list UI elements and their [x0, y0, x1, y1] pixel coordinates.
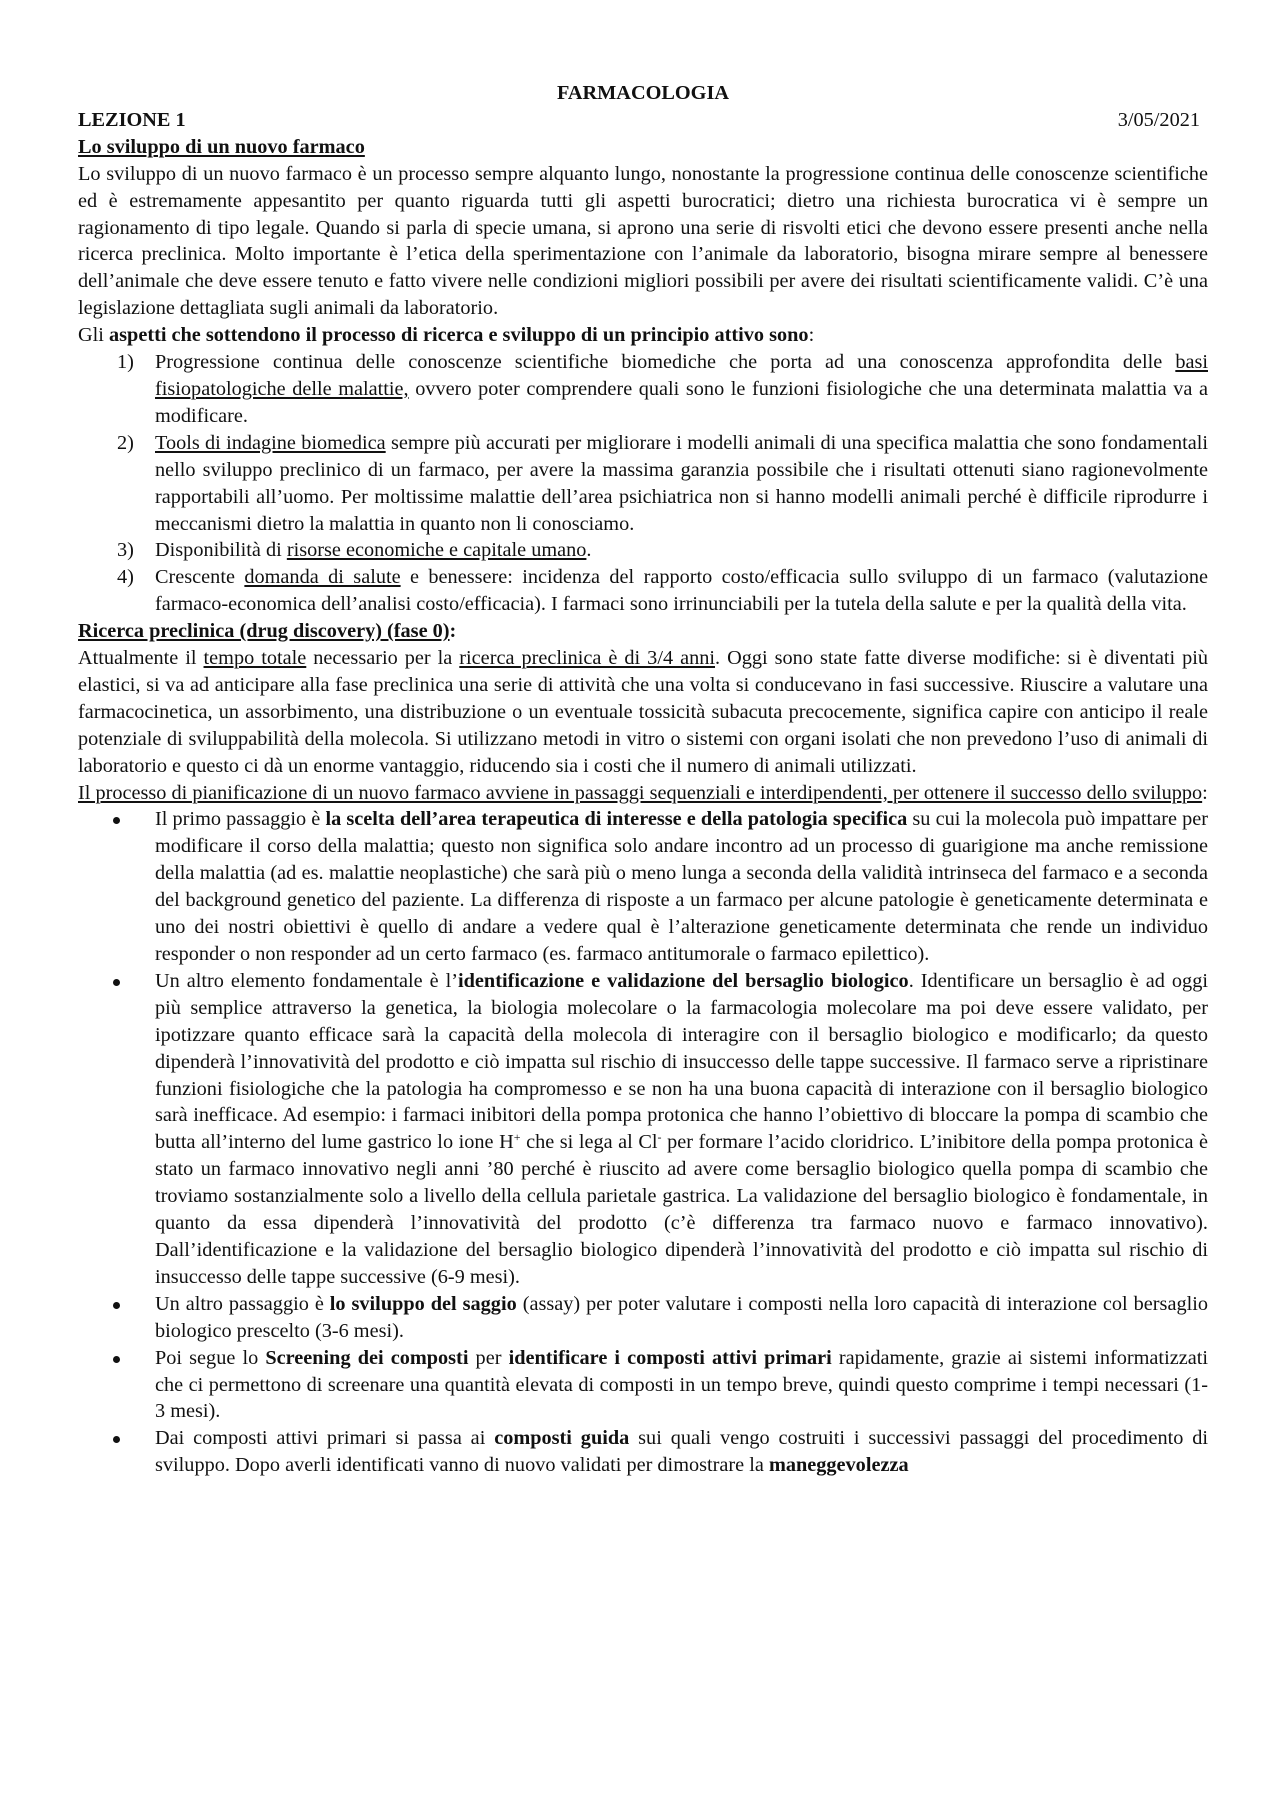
list-item — [78, 430, 1208, 538]
underlined-text: ricerca preclinica è di 3/4 anni — [459, 647, 716, 670]
list-item — [78, 537, 1208, 564]
list-text: sempre più accurati per migliorare i modelli animali di una specifica malattia che sono fondamentali nello sviluppo preclinico di un farmaco, per avere la massima garanzia possibile che i risultati ottenuti siano ragionevolmente rapportabili all’uomo. Per moltissime malattie dell’area psichiatrica non si hanno modelli animali perché è difficile riprodurre i meccanismi dietro la malattia in quanto non li conosciamo. — [155, 431, 1209, 535]
list-underlined-text: risorse economiche e capitale umano — [286, 539, 587, 562]
bold-text: identificare i composti attivi primari — [508, 1346, 832, 1369]
paragraph-intro: Lo sviluppo di un nuovo farmaco è un processo sempre alquanto lungo, nonostante la progressione continua delle conoscenze scientifiche ed è estremamente appesantito per quanto riguarda tutti gli aspetti burocratici; dietro una richiesta burocratica vi è sempre un ragionamento di tipo legale. Quando si parla di specie umana, si aprono una serie di risvolti etici che devono essere presenti anche nella ricerca preclinica. Molto importante è l’etica della sperimentazione con l’animale da laboratorio, bisogna mirare sempre al benessere dell’animale che deve essere tenuto e fatto vivere nelle condizioni migliori possibili per avere dei risultati scientificamente validi. C’è una legislazione dettagliata sugli animali da laboratorio. — [78, 162, 1208, 320]
text-run: (assay) per poter valutare i composti nella loro capacità di interazione col bersaglio biologico prescelto (3-6 mesi). — [155, 1292, 1208, 1342]
bullet-dot-icon — [113, 979, 120, 986]
bullet-dot-icon — [113, 1302, 120, 1309]
aspetti-pre: Gli — [78, 324, 109, 347]
list-underlined-text: Tools di indagine biomedica — [155, 431, 386, 454]
paragraph-aspetti — [78, 322, 1208, 349]
bullet-item — [78, 968, 1208, 1291]
aspetti-bold: aspetti che sottendono il processo di ricerca e sviluppo di un principio attivo sono — [109, 324, 809, 347]
bold-text: Screening dei composti — [265, 1346, 469, 1369]
bold-text: maneggevolezza — [768, 1454, 909, 1477]
document-title: FARMACOLOGIA — [556, 82, 729, 104]
text-run: Il primo passaggio è — [155, 808, 326, 831]
list-number: 3) — [117, 539, 134, 562]
bullet-dot-icon — [113, 817, 120, 824]
text-run: : — [1202, 781, 1208, 804]
list-text: Progressione continua delle conoscenze scientifiche biomediche che porta ad una conoscenza approfondita delle — [155, 351, 1176, 374]
list-text: . — [586, 539, 592, 562]
bold-text: identificazione e validazione del bersaglio biologico — [458, 969, 909, 992]
list-text: Crescente — [155, 566, 245, 589]
list-text: Disponibilità di — [155, 539, 287, 562]
text-run: Poi segue lo — [155, 1346, 266, 1369]
ricerca-heading-colon: : — [449, 620, 457, 643]
text-run: necessario per la — [306, 647, 460, 670]
text-run: che si lega al Cl — [520, 1131, 658, 1154]
section-heading-sviluppo: Lo sviluppo di un nuovo farmaco — [78, 135, 365, 158]
text-run: rapidamente, grazie ai sistemi informatizzati che ci permettono di screenare una quantità elevata di composti in un tempo breve, quindi questo comprime i tempi necessari (1-3 mesi). — [155, 1346, 1208, 1423]
underlined-text: Il processo di pianificazione di un nuovo farmaco avviene in passaggi sequenziali e interdipendenti, per ottenere il successo dello sviluppo — [78, 781, 1203, 804]
text-run: Un altro passaggio è — [155, 1292, 330, 1315]
text-run: Dai composti attivi primari si passa ai — [155, 1427, 495, 1450]
list-text: ovvero poter comprendere quali sono le funzioni fisiologiche che una determinata malattia va a modificare. — [155, 377, 1208, 427]
bold-text: lo sviluppo del saggio — [329, 1292, 517, 1315]
list-number: 1) — [117, 351, 134, 374]
list-number: 2) — [117, 431, 134, 454]
bullet-dot-icon — [113, 1436, 120, 1443]
ricerca-heading-text: Ricerca preclinica (drug discovery) (fase 0) — [78, 620, 450, 643]
section-heading-ricerca-preclinica — [78, 618, 1208, 645]
paragraph-pianificazione — [78, 780, 1208, 807]
text-run: su cui la molecola può impattare per modificare il corso della malattia; questo non significa solo andare incontro ad un processo di guarigione ma anche remissione della malattia (ad es. malattie neoplastiche) che sarà più o meno lunga a seconda della validità intrinseca del farmaco e a seconda del background genetico del paziente. La differenza di risposte a un farmaco per alcune patologie è geneticamente determinata e uno dei nostri obiettivi è quello di andare a vedere qual è l’alterazione geneticamente determinata che rende un individuo responder o non responder ad un certo farmaco (es. farmaco antitumorale o farmaco epilettico). — [155, 808, 1208, 965]
list-underlined-text: domanda di salute — [244, 566, 401, 589]
text-run: per — [468, 1346, 509, 1369]
paragraph-ricerca — [78, 645, 1208, 780]
bold-text: composti guida — [494, 1427, 630, 1450]
lesson-date: 3/05/2021 — [1117, 108, 1200, 131]
list-number: 4) — [117, 566, 134, 589]
text-run: Attualmente il — [78, 647, 204, 670]
superscript: - — [657, 1130, 662, 1145]
bullet-item — [78, 806, 1208, 967]
superscript: + — [513, 1130, 521, 1145]
list-item — [78, 349, 1208, 430]
document-page — [78, 80, 1208, 1479]
list-text: e benessere: incidenza del rapporto costo/efficacia sullo sviluppo di un farmaco (valutazione farmaco-economica dell’analisi costo/efficacia). I farmaci sono irrinunciabili per la tutela della salute e per la qualità della vita. — [155, 566, 1208, 616]
bullet-dot-icon — [113, 1356, 120, 1363]
aspetti-post: : — [808, 324, 815, 347]
text-run: Un altro elemento fondamentale è l’ — [155, 969, 458, 992]
underlined-text: tempo totale — [203, 647, 307, 670]
list-item — [78, 564, 1208, 618]
bullet-item — [78, 1291, 1208, 1345]
bold-text: la scelta dell’area terapeutica di interesse e della patologia specifica — [325, 808, 908, 831]
text-run: . Oggi sono state fatte diverse modifiche: si è diventati più elastici, si va ad anticipare alla fase preclinica una serie di attività che una volta si conducevano in fasi successive. Riuscire a valutare una farmacocinetica, un assorbimento, una distribuzione o un eventuale tossicità subacuta precocemente, significa capire con anticipo il reale potenziale di sviluppabilità della molecola. Si utilizzano metodi in vitro o sistemi con organi isolati che non prevedono l’uso di animali di laboratorio e questo ci dà un enorme vantaggio, riducendo sia i costi che il numero di animali utilizzati. — [78, 647, 1209, 777]
lesson-row — [78, 107, 1208, 134]
bullet-item — [78, 1425, 1208, 1479]
pianificazione-list — [78, 806, 1208, 1479]
text-run: per formare l’acido cloridrico. L’inibitore della pompa protonica è stato un farmaco innovativo negli anni ’80 perché è riuscito ad avere come bersaglio biologico quella pompa di scambio che troviamo sostanzialmente solo a livello della cellula parietale gastrica. La validazione del bersaglio biologico è fondamentale, in quanto da essa dipenderà l’innovatività del prodotto (c’è differenza tra farmaco nuovo e farmaco innovativo). Dall’identificazione e la validazione del bersaglio biologico dipenderà l’innovatività del prodotto e ciò impatta sul rischio di insuccesso delle tappe successive (6-9 mesi). — [155, 1131, 1208, 1288]
lesson-label: LEZIONE 1 — [78, 108, 186, 131]
list-underlined-text: basi fisiopatologiche delle malattie, — [155, 351, 1208, 400]
aspetti-list — [78, 349, 1208, 618]
text-run: sui quali vengo costruiti i successivi passaggi del procedimento di sviluppo. Dopo averli identificati vanno di nuovo validati per dimostrare la — [155, 1427, 1209, 1477]
bullet-item — [78, 1345, 1208, 1426]
text-run: . Identificare un bersaglio è ad oggi più semplice attraverso la genetica, la biologia molecolare o la farmacologia molecolare ma poi deve essere validato, per ipotizzare quanto efficace sarà la capacità della molecola di interagire con il bersaglio biologico e modificarlo; da questo dipenderà l’innovatività del prodotto e ciò impatta sul rischio di insuccesso delle tappe successive. Il farmaco serve a ripristinare funzioni fisiologiche che la patologia ha compromesso e se non ha una buona capacità di interazione con il bersaglio biologico sarà inefficace. Ad esempio: i farmaci inibitori della pompa protonica che hanno l’obiettivo di bloccare la pompa di scambio che butta all’interno del lume gastrico lo ione H — [155, 969, 1208, 1154]
